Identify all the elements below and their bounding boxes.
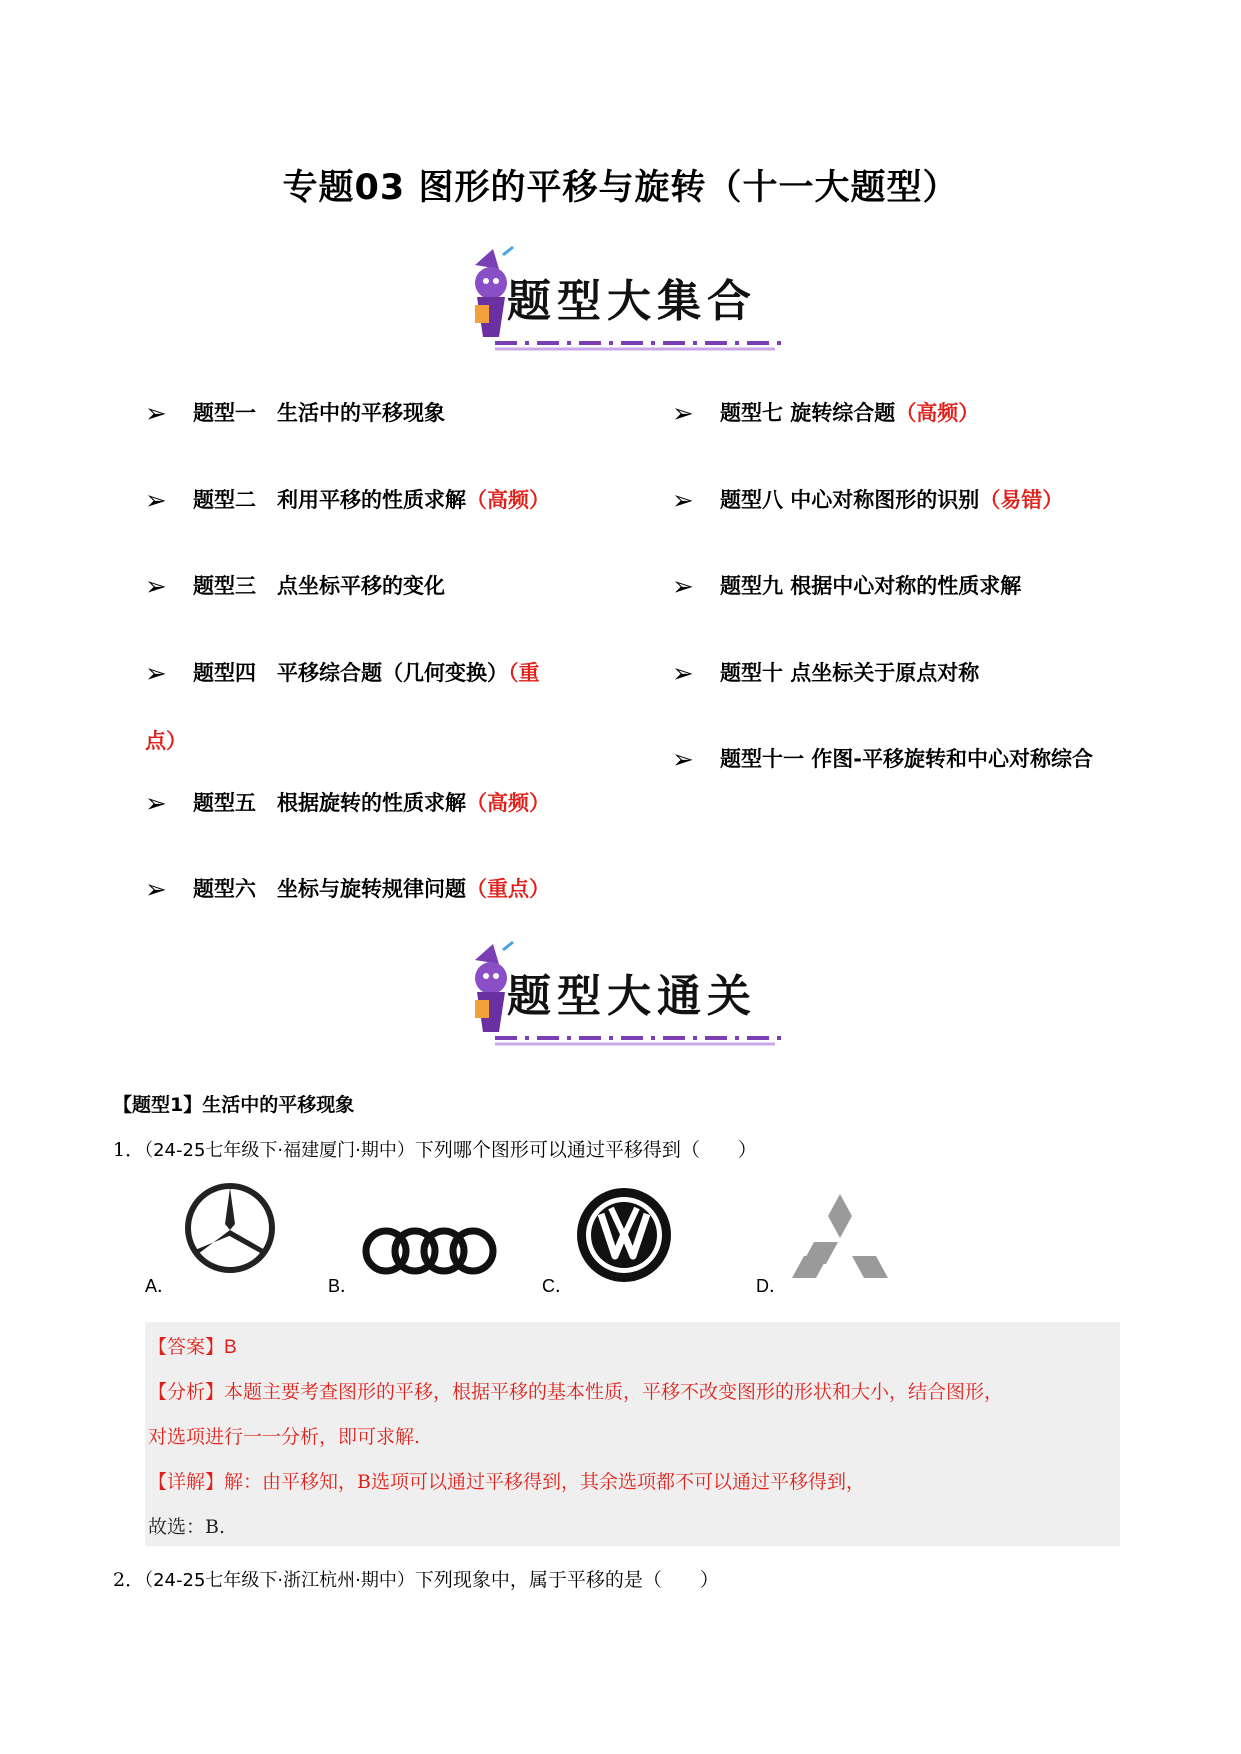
toc-item-5[interactable]: ➢ 题型五 根据旋转的性质求解（高频）: [145, 789, 550, 819]
toc-item-8[interactable]: ➢ 题型八 中心对称图形的识别（易错）: [672, 486, 1064, 516]
volkswagen-logo-icon: [575, 1186, 673, 1284]
frequency-tag: （高频）: [466, 791, 550, 815]
answer-box: [145, 1322, 1120, 1546]
question-2: 2．（24-25七年级下·浙江杭州·期中）下列现象中，属于平移的是（ ）: [113, 1569, 719, 1591]
answer-line: 【答案】B: [148, 1336, 237, 1358]
arrow-icon: ➢: [672, 399, 694, 429]
question-1: 1．（24-25七年级下·福建厦门·期中）下列哪个图形可以通过平移得到（ ）: [113, 1139, 757, 1161]
toc-item-6[interactable]: ➢ 题型六 坐标与旋转规律问题（重点）: [145, 875, 550, 905]
option-b[interactable]: B．: [328, 1276, 359, 1296]
mercedes-logo-icon: [182, 1180, 278, 1276]
toc-item-10[interactable]: ➢ 题型十 点坐标关于原点对称: [672, 659, 980, 689]
option-c[interactable]: C．: [542, 1276, 573, 1296]
conclusion-line: 故选：B.: [148, 1516, 226, 1538]
toc-item-2[interactable]: ➢ 题型二 利用平移的性质求解（高频）: [145, 486, 550, 516]
arrow-icon: ➢: [672, 659, 694, 689]
arrow-icon: ➢: [672, 745, 694, 775]
arrow-icon: ➢: [145, 399, 167, 429]
detail-line: 【详解】解：由平移知，B选项可以通过平移得到，其余选项都不可以通过平移得到，: [148, 1471, 865, 1493]
toc-item-1[interactable]: ➢ 题型一 生活中的平移现象: [145, 399, 445, 429]
frequency-tag: （高频）: [466, 488, 550, 512]
question-source: （24-25七年级下·福建厦门·期中）: [144, 1140, 415, 1161]
error-prone-tag: （易错）: [979, 488, 1064, 512]
option-d[interactable]: D．: [756, 1276, 787, 1296]
arrow-icon: ➢: [145, 659, 167, 689]
key-tag: （重点）: [466, 877, 550, 901]
toc-item-7[interactable]: ➢ 题型七 旋转综合题（高频）: [672, 399, 980, 429]
arrow-icon: ➢: [145, 789, 167, 819]
question-source: （24-25七年级下·浙江杭州·期中）: [144, 1570, 415, 1591]
toc-item-4[interactable]: ➢ 题型四 平移综合题（几何变换）（重: [145, 659, 540, 689]
banner-label: 题型大通关: [507, 971, 757, 1022]
analysis-line: 【分析】本题主要考查图形的平移，根据平移的基本性质，平移不改变图形的形状和大小，结合图形，: [148, 1381, 1004, 1403]
banner-label: 题型大集合: [507, 276, 757, 327]
section-heading: 【题型1】生活中的平移现象: [113, 1094, 355, 1116]
arrow-icon: ➢: [672, 572, 694, 602]
mitsubishi-logo-icon: [788, 1192, 892, 1280]
arrow-icon: ➢: [145, 572, 167, 602]
audi-rings-logo-icon: [360, 1225, 498, 1277]
arrow-icon: ➢: [672, 486, 694, 516]
toc-item-4-continued: 点）: [145, 729, 187, 753]
section-banner-practice: [455, 940, 805, 1050]
arrow-icon: ➢: [145, 486, 167, 516]
option-a[interactable]: A．: [145, 1276, 176, 1296]
arrow-icon: ➢: [145, 875, 167, 905]
toc-item-3[interactable]: ➢ 题型三 点坐标平移的变化: [145, 572, 445, 602]
analysis-line-cont: 对选项进行一一分析，即可求解.: [148, 1426, 421, 1448]
page-title: 专题03 图形的平移与旋转（十一大题型）: [282, 168, 959, 208]
key-tag: （重: [508, 661, 540, 685]
section-banner-collection: [455, 245, 805, 355]
toc-item-11[interactable]: ➢ 题型十一 作图-平移旋转和中心对称综合: [672, 745, 1094, 775]
frequency-tag: （高频）: [895, 401, 980, 425]
toc-item-9[interactable]: ➢ 题型九 根据中心对称的性质求解: [672, 572, 1022, 602]
